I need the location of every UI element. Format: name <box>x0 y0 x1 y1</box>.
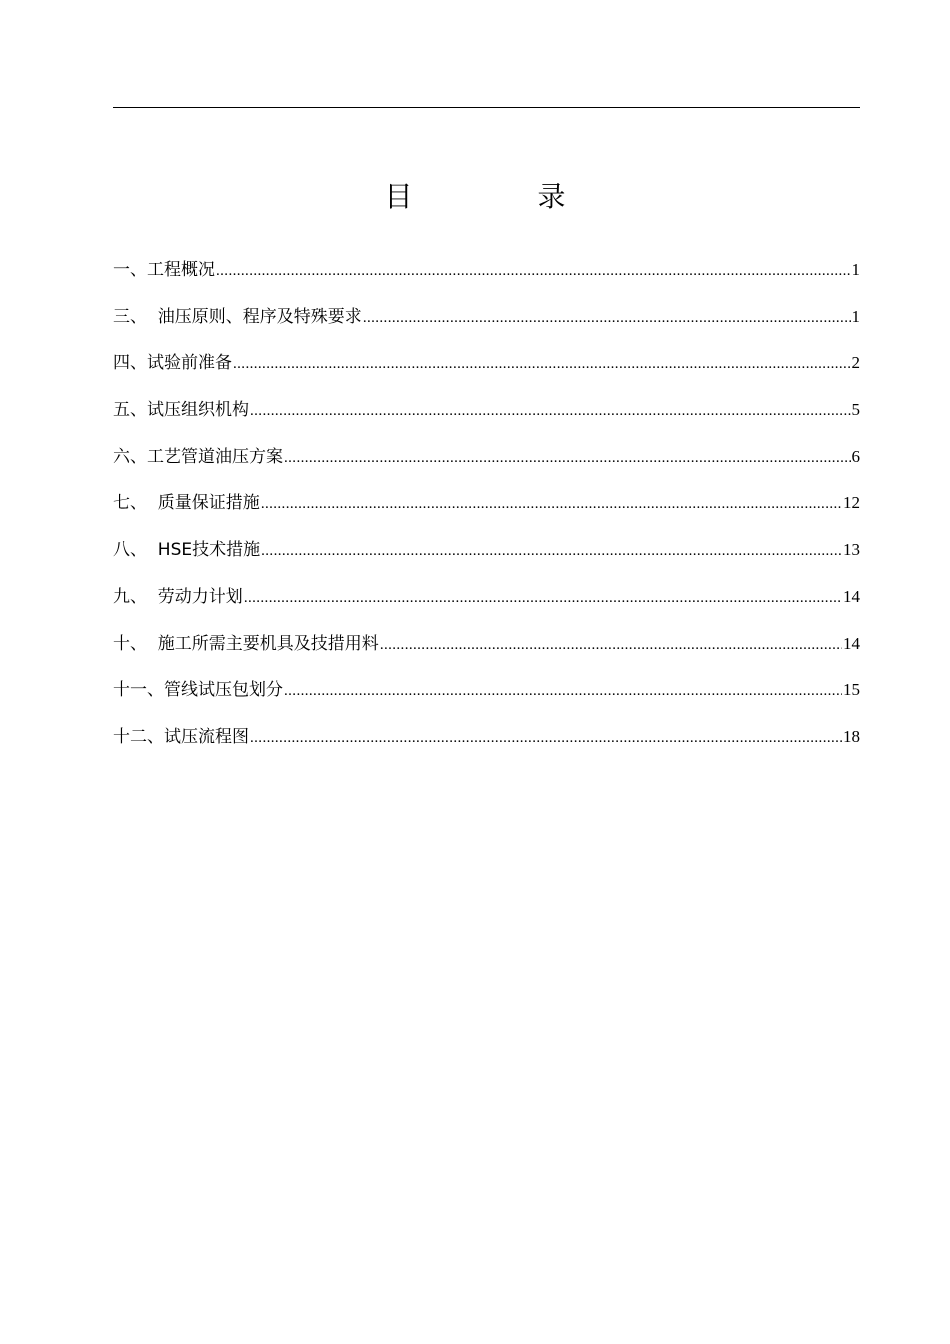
toc-entry-page: 6 <box>851 446 860 466</box>
toc-entry-page: 14 <box>843 586 860 606</box>
toc-entry-page: 5 <box>851 400 860 420</box>
toc-entry-page: 1 <box>851 260 860 279</box>
toc-leader-dots <box>363 305 851 331</box>
toc-entry-page: 15 <box>843 680 860 700</box>
toc-entry[interactable] <box>113 631 860 678</box>
toc-entry-label: 八、 HSE技术措施 <box>113 540 261 561</box>
toc-entry-label: 九、 劳动力计划 <box>113 586 243 607</box>
toc-leader-dots <box>244 585 842 611</box>
toc-entry-page: 14 <box>843 633 860 653</box>
toc-entry-page: 1 <box>851 306 860 326</box>
toc-leader-dots <box>284 445 851 471</box>
toc-entry-label: 十一、管线试压包划分 <box>113 680 283 701</box>
toc-entry-page: 18 <box>843 726 860 746</box>
toc-entry-label: 四、试验前准备 <box>113 353 232 374</box>
toc-entry-page: 13 <box>843 540 860 560</box>
toc-entry[interactable] <box>113 444 860 491</box>
toc-entry[interactable] <box>113 677 860 724</box>
toc-entry-label: 六、工艺管道油压方案 <box>113 446 283 467</box>
toc-entry-label: 三、 油压原则、程序及特殊要求 <box>113 306 362 327</box>
toc-leader-dots <box>284 678 842 704</box>
toc-list <box>113 257 860 771</box>
toc-leader-dots <box>261 538 842 564</box>
toc-entry-label: 十二、试压流程图 <box>113 726 249 747</box>
toc-entry[interactable] <box>113 724 860 771</box>
toc-entry[interactable] <box>113 257 860 304</box>
toc-entry[interactable] <box>113 537 860 584</box>
toc-entry[interactable] <box>113 584 860 631</box>
toc-entry-label: 一、工程概况 <box>113 260 215 280</box>
toc-leader-dots <box>216 258 851 284</box>
toc-leader-dots <box>261 491 842 517</box>
toc-entry-page: 2 <box>851 353 860 373</box>
toc-entry[interactable] <box>113 304 860 351</box>
toc-entry[interactable] <box>113 490 860 537</box>
toc-entry[interactable] <box>113 350 860 397</box>
header-rule <box>113 107 860 108</box>
toc-entry-label: 七、 质量保证措施 <box>113 493 260 514</box>
toc-leader-dots <box>380 632 842 658</box>
toc-leader-dots <box>250 725 842 751</box>
toc-entry-label: 五、试压组织机构 <box>113 400 249 421</box>
toc-entry[interactable] <box>113 397 860 444</box>
toc-title: 目 录 <box>384 179 624 213</box>
toc-entry-label: 十、 施工所需主要机具及技措用料 <box>113 633 379 654</box>
toc-leader-dots <box>233 351 851 377</box>
toc-entry-page: 12 <box>843 493 860 513</box>
toc-leader-dots <box>250 398 851 424</box>
